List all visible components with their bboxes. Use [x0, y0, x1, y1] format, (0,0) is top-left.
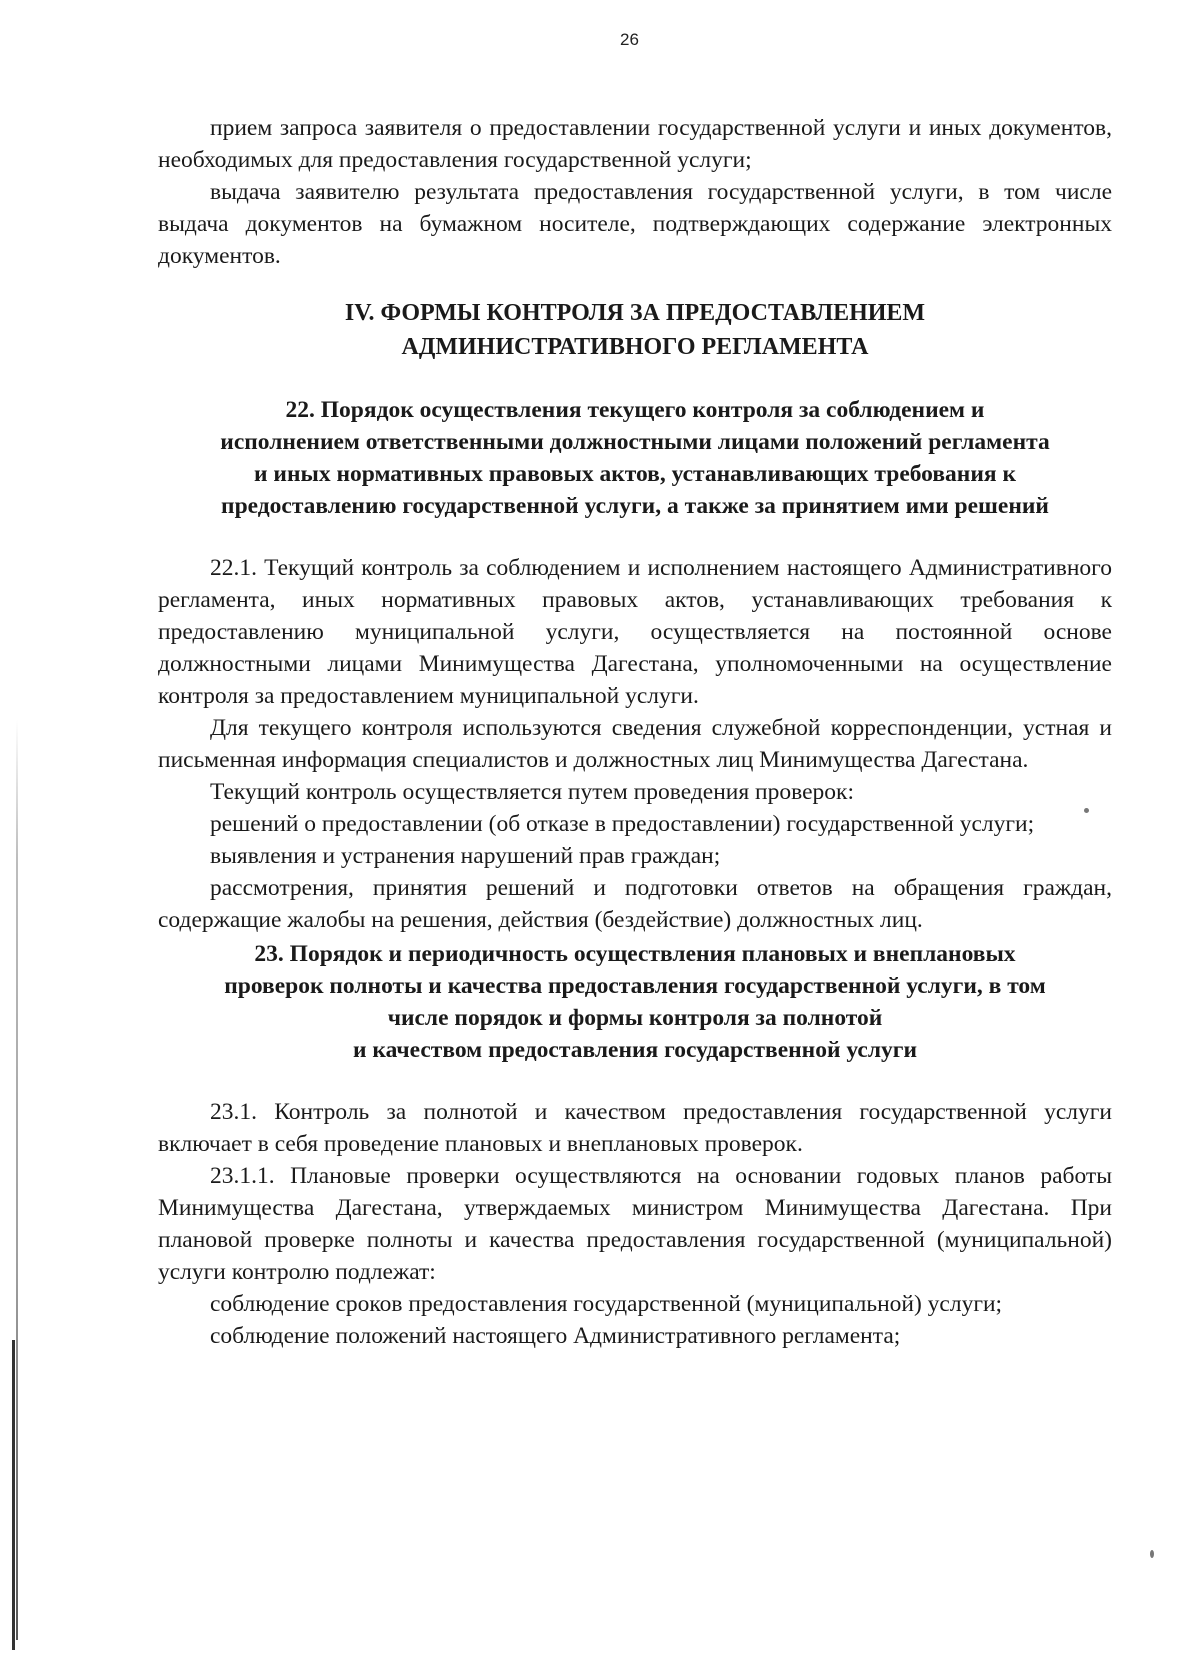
scan-speck — [1150, 1550, 1154, 1558]
chapter-heading-line-2: АДМИНИСТРАТИВНОГО РЕГЛАМЕНТА — [401, 334, 869, 360]
section-22-paragraph: выявления и устранения нарушений прав граждан; — [210, 843, 721, 869]
scan-edge-line-dark — [12, 1340, 15, 1650]
section-23-paragraph: соблюдение положений настоящего Административного регламента; — [210, 1323, 901, 1349]
scan-edge-line — [16, 720, 18, 1640]
document-body — [158, 112, 1112, 1352]
chapter-heading — [158, 296, 1112, 364]
page-number: 26 — [620, 30, 639, 49]
section-22-heading-line: 22. Порядок осуществления текущего контроля за соблюдением и — [285, 397, 985, 423]
section-23-heading-line: проверок полноты и качества предоставления государственной услуги, в том — [224, 973, 1046, 999]
section-23-paragraph: 23.1. Контроль за полнотой и качеством предоставления государственной услуги включает в себя проведение плановых и внеплановых проверок. — [158, 1099, 1112, 1157]
section-22-paragraph: Для текущего контроля используются сведения служебной корреспонденции, устная и письменная информация специалистов и должностных лиц Минимущества Дагестана. — [158, 715, 1112, 773]
section-22-heading — [158, 394, 1112, 522]
section-23-paragraph: соблюдение сроков предоставления государственной (муниципальной) услуги; — [210, 1291, 1003, 1317]
section-22-paragraph: Текущий контроль осуществляется путем проведения проверок: — [210, 779, 854, 805]
section-23-heading-line: числе порядок и формы контроля за полнотой — [387, 1005, 883, 1031]
intro-paragraph-1: прием запроса заявителя о предоставлении государственной услуги и иных документов, необходимых для предоставления государственной услуги; — [158, 115, 1112, 173]
section-22-heading-line: и иных нормативных правовых актов, устанавливающих требования к — [253, 461, 1017, 487]
chapter-heading-line-1: IV. ФОРМЫ КОНТРОЛЯ ЗА ПРЕДОСТАВЛЕНИЕМ — [344, 300, 926, 326]
section-22-heading-line: исполнением ответственными должностными лицами положений регламента — [220, 429, 1050, 455]
section-23-heading-line: 23. Порядок и периодичность осуществления плановых и внеплановых — [254, 941, 1016, 967]
section-22-paragraph: рассмотрения, принятия решений и подготовки ответов на обращения граждан, содержащие жалобы на решения, действия (бездействие) должностных лиц. — [158, 875, 1112, 933]
section-23-heading-line: и качеством предоставления государственной услуги — [353, 1037, 917, 1063]
section-22-paragraph: 22.1. Текущий контроль за соблюдением и исполнением настоящего Административного регламента, иных нормативных правовых актов, устанавливающих требования к предоставлению муниципальной услуги, осуществляется на постоянной основе должностными лицами Минимущества Дагестана, уполномоченными на осуществление контроля за предоставлением муниципальной услуги. — [158, 555, 1112, 709]
section-23-heading — [158, 938, 1112, 1066]
section-22-paragraph: решений о предоставлении (об отказе в предоставлении) государственной услуги; — [210, 811, 1035, 837]
section-22-heading-line: предоставлению государственной услуги, а также за принятием ими решений — [221, 493, 1049, 519]
section-23-paragraph: 23.1.1. Плановые проверки осуществляются на основании годовых планов работы Минимущества Дагестана, утверждаемых министром Минимущества Дагестана. При плановой проверке полноты и качества предоставления государственной (муниципальной) услуги контролю подлежат: — [158, 1163, 1112, 1285]
intro-paragraph-2: выдача заявителю результата предоставления государственной услуги, в том числе выдача документов на бумажном носителе, подтверждающих содержание электронных документов. — [158, 179, 1112, 269]
